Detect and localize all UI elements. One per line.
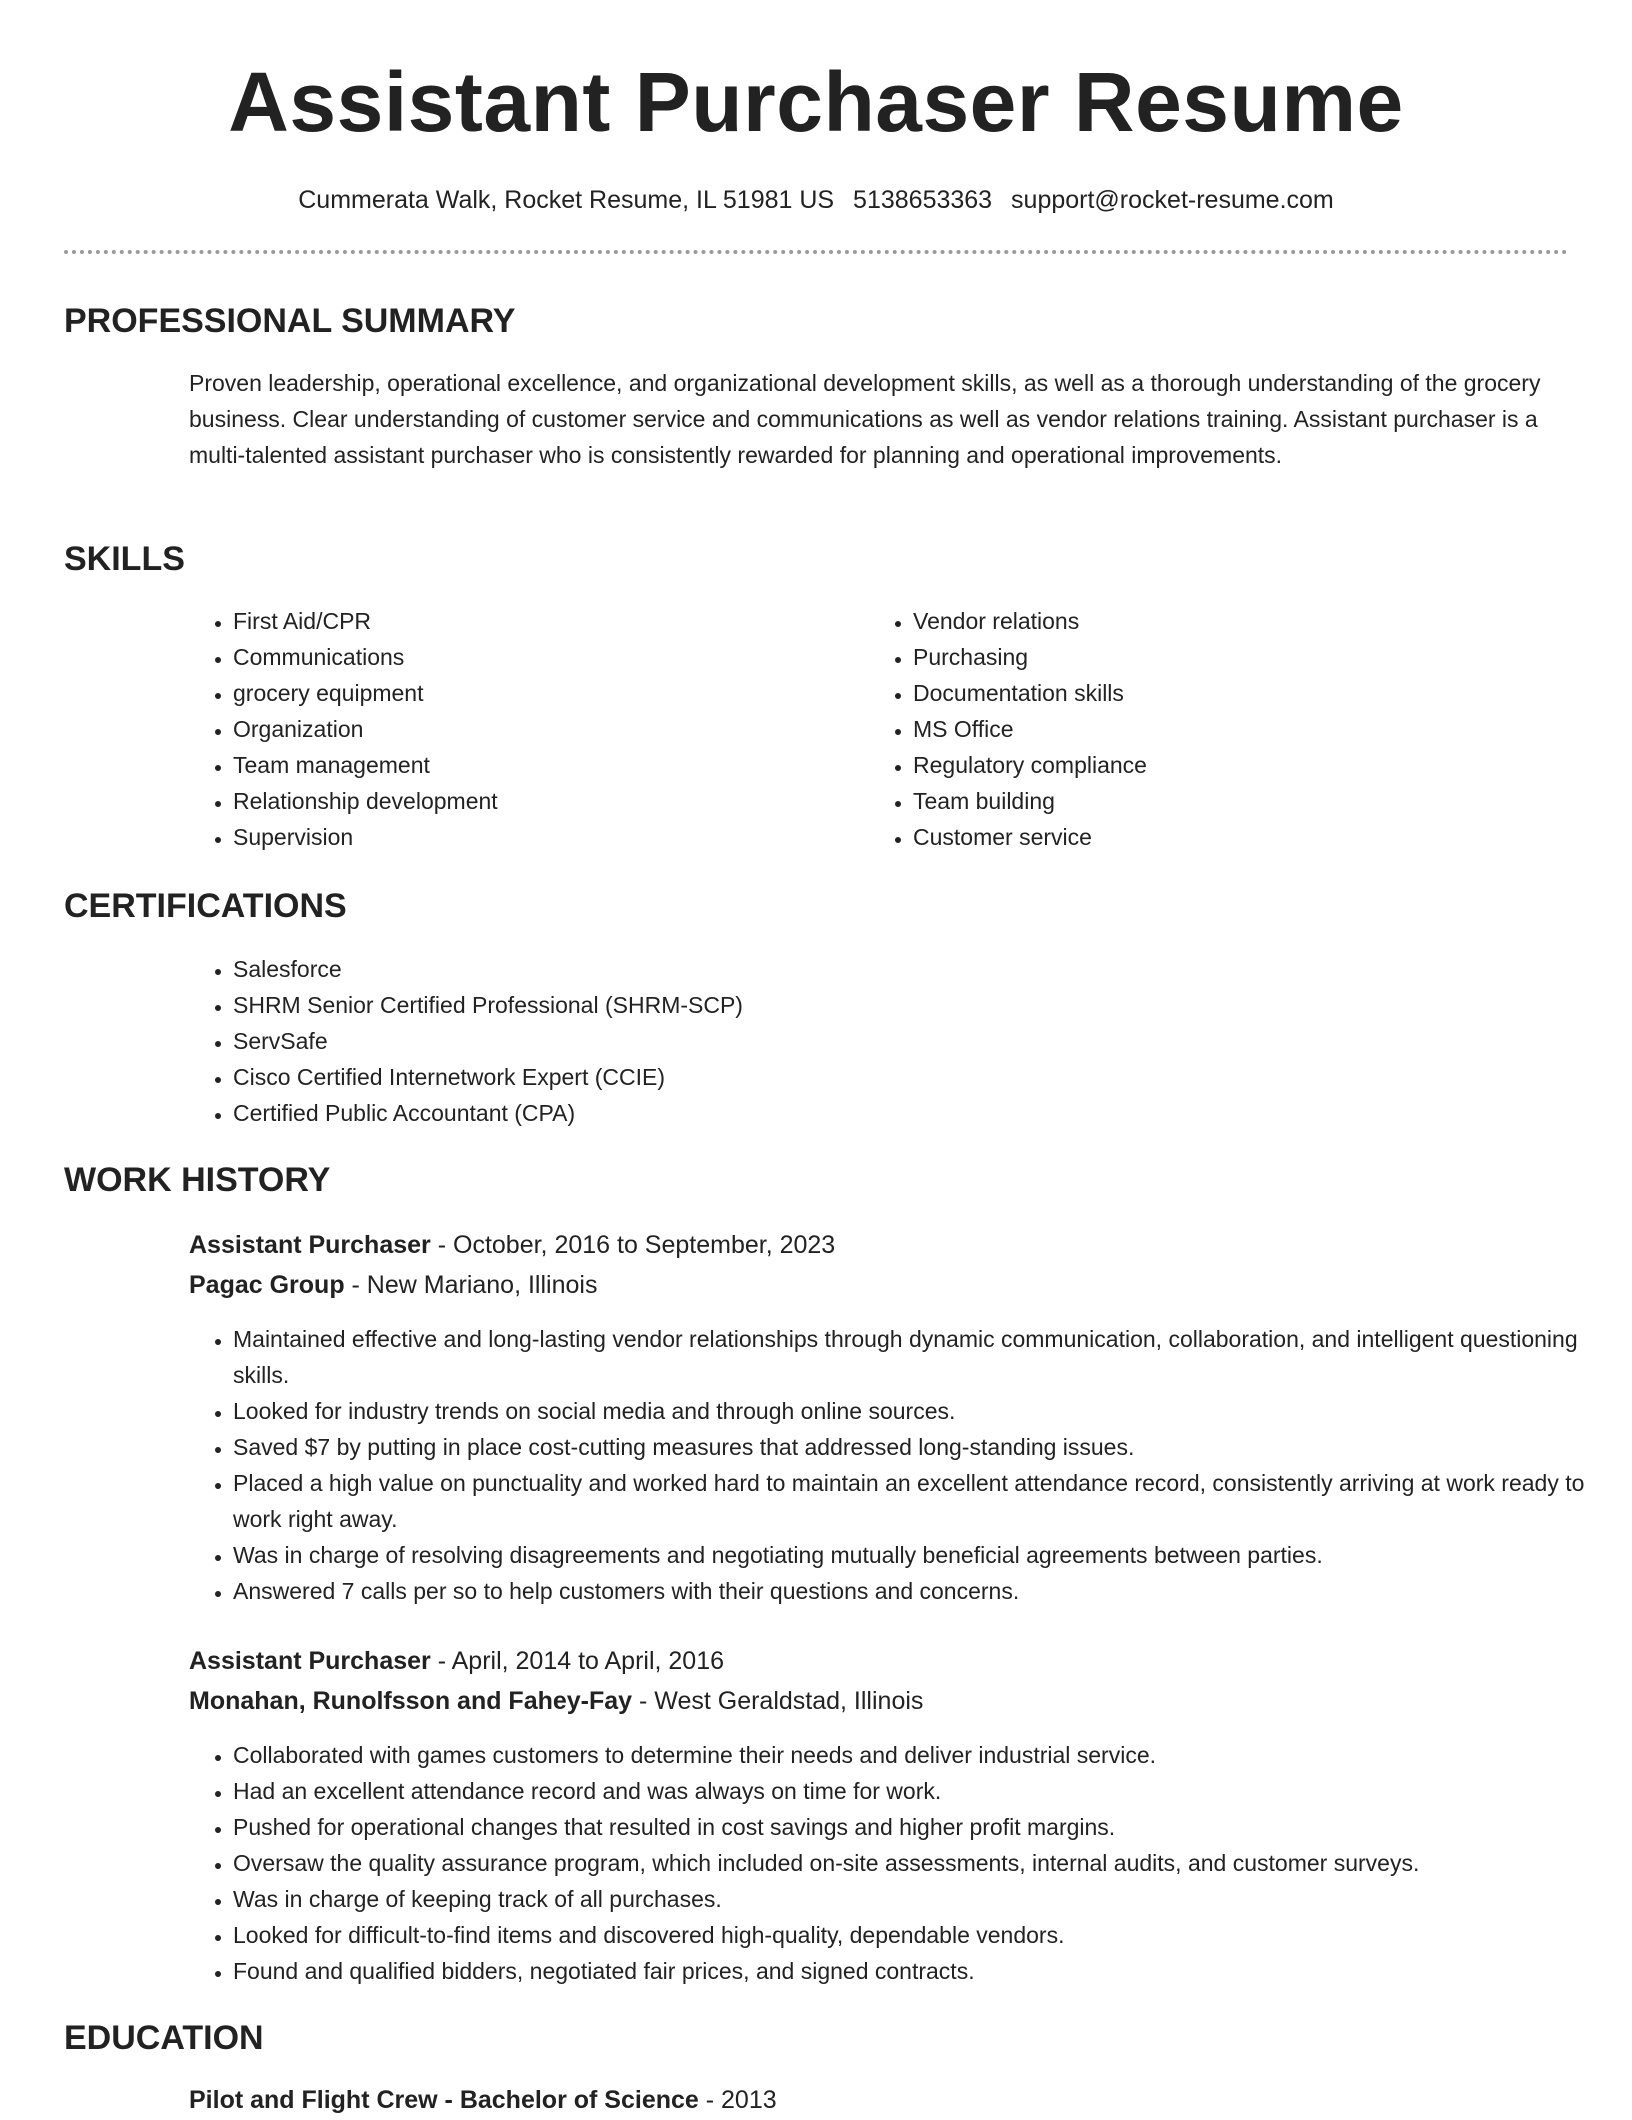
header-divider: [64, 250, 1568, 254]
list-item: • Purchasing: [913, 639, 1513, 675]
job-location: - New Mariano, Illinois: [344, 1271, 598, 1299]
section-heading-skills: SKILLS: [64, 540, 185, 578]
education-degree: Pilot and Flight Crew - Bachelor of Science: [189, 2086, 699, 2114]
job-company: Monahan, Runolfsson and Fahey-Fay: [189, 1687, 633, 1715]
job-company-line: [189, 1681, 923, 1721]
job-bullets: [189, 1321, 1612, 1609]
list-item: • Salesforce: [233, 951, 1533, 987]
skills-list-right: [869, 603, 1513, 855]
job-company-line: [189, 1265, 597, 1305]
list-item: • Looked for difficult-to-find items and discovered high-quality, dependable vendors.: [233, 1917, 1612, 1953]
list-item: • Was in charge of resolving disagreements and negotiating mutually beneficial agreements between parties.: [233, 1537, 1612, 1573]
contact-info: [0, 180, 1632, 220]
contact-email: support@rocket-resume.com: [1011, 186, 1334, 214]
list-item: • Had an excellent attendance record and was always on time for work.: [233, 1773, 1612, 1809]
list-item: • Pushed for operational changes that resulted in cost savings and higher profit margins.: [233, 1809, 1612, 1845]
list-item: • Was in charge of keeping track of all purchases.: [233, 1881, 1612, 1917]
list-item: • Oversaw the quality assurance program, which included on-site assessments, internal audits, and customer surveys.: [233, 1845, 1612, 1881]
education-year: - 2013: [698, 2086, 777, 2114]
page-title: Assistant Purchaser Resume: [228, 55, 1404, 149]
list-item: • Placed a high value on punctuality and worked hard to maintain an excellent attendance record, consistently arriving at work ready to work right away.: [233, 1465, 1612, 1537]
list-item: • Customer service: [913, 819, 1513, 855]
job-title: Assistant Purchaser: [189, 1647, 431, 1675]
list-item: • Found and qualified bidders, negotiated fair prices, and signed contracts.: [233, 1953, 1612, 1989]
list-item: • Relationship development: [233, 783, 833, 819]
list-item: • First Aid/CPR: [233, 603, 833, 639]
list-item: • Looked for industry trends on social media and through online sources.: [233, 1393, 1612, 1429]
list-item: • Vendor relations: [913, 603, 1513, 639]
certifications-list: [189, 951, 1533, 1131]
list-item: • Team building: [913, 783, 1513, 819]
list-item: • Regulatory compliance: [913, 747, 1513, 783]
list-item: • grocery equipment: [233, 675, 833, 711]
list-item: • Team management: [233, 747, 833, 783]
job-bullets: [189, 1737, 1612, 1989]
job-title-line: [189, 1225, 835, 1265]
section-heading-summary: PROFESSIONAL SUMMARY: [64, 302, 516, 340]
list-item: • Collaborated with games customers to determine their needs and deliver industrial service.: [233, 1737, 1612, 1773]
list-item: • ServSafe: [233, 1023, 1533, 1059]
skills-list-left: [189, 603, 833, 855]
list-item: • Certified Public Accountant (CPA): [233, 1095, 1533, 1131]
list-item: • Communications: [233, 639, 833, 675]
job-company: Pagac Group: [189, 1271, 345, 1299]
section-heading-education: EDUCATION: [64, 2019, 264, 2057]
list-item: • Saved $7 by putting in place cost-cutting measures that addressed long-standing issues.: [233, 1429, 1612, 1465]
list-item: • Organization: [233, 711, 833, 747]
list-item: • Answered 7 calls per so to help customers with their questions and concerns.: [233, 1573, 1612, 1609]
list-item: • Supervision: [233, 819, 833, 855]
job-location: - West Geraldstad, Illinois: [632, 1687, 924, 1715]
section-heading-work-history: WORK HISTORY: [64, 1161, 331, 1199]
contact-phone: 5138653363: [853, 186, 993, 214]
list-item: • MS Office: [913, 711, 1513, 747]
summary-text: Proven leadership, operational excellence, and organizational development skills, as well as a thorough understanding of the grocery business. Clear understanding of customer service and communications as well as vendor relations training. Assistant purchaser is a multi-talented assistant purchaser who is consistently rewarded for planning and operational improvements.: [189, 370, 1541, 468]
section-heading-certifications: CERTIFICATIONS: [64, 887, 347, 925]
job-title: Assistant Purchaser: [189, 1231, 431, 1259]
list-item: • SHRM Senior Certified Professional (SHRM-SCP): [233, 987, 1533, 1023]
contact-address: Cummerata Walk, Rocket Resume, IL 51981 US: [298, 186, 835, 214]
job-dates: - October, 2016 to September, 2023: [430, 1231, 836, 1259]
education-line: [189, 2080, 777, 2120]
list-item: • Documentation skills: [913, 675, 1513, 711]
list-item: • Cisco Certified Internetwork Expert (CCIE): [233, 1059, 1533, 1095]
job-dates: - April, 2014 to April, 2016: [430, 1647, 725, 1675]
list-item: • Maintained effective and long-lasting vendor relationships through dynamic communication, collaboration, and intelligent questioning skills.: [233, 1321, 1612, 1393]
job-title-line: [189, 1641, 724, 1681]
